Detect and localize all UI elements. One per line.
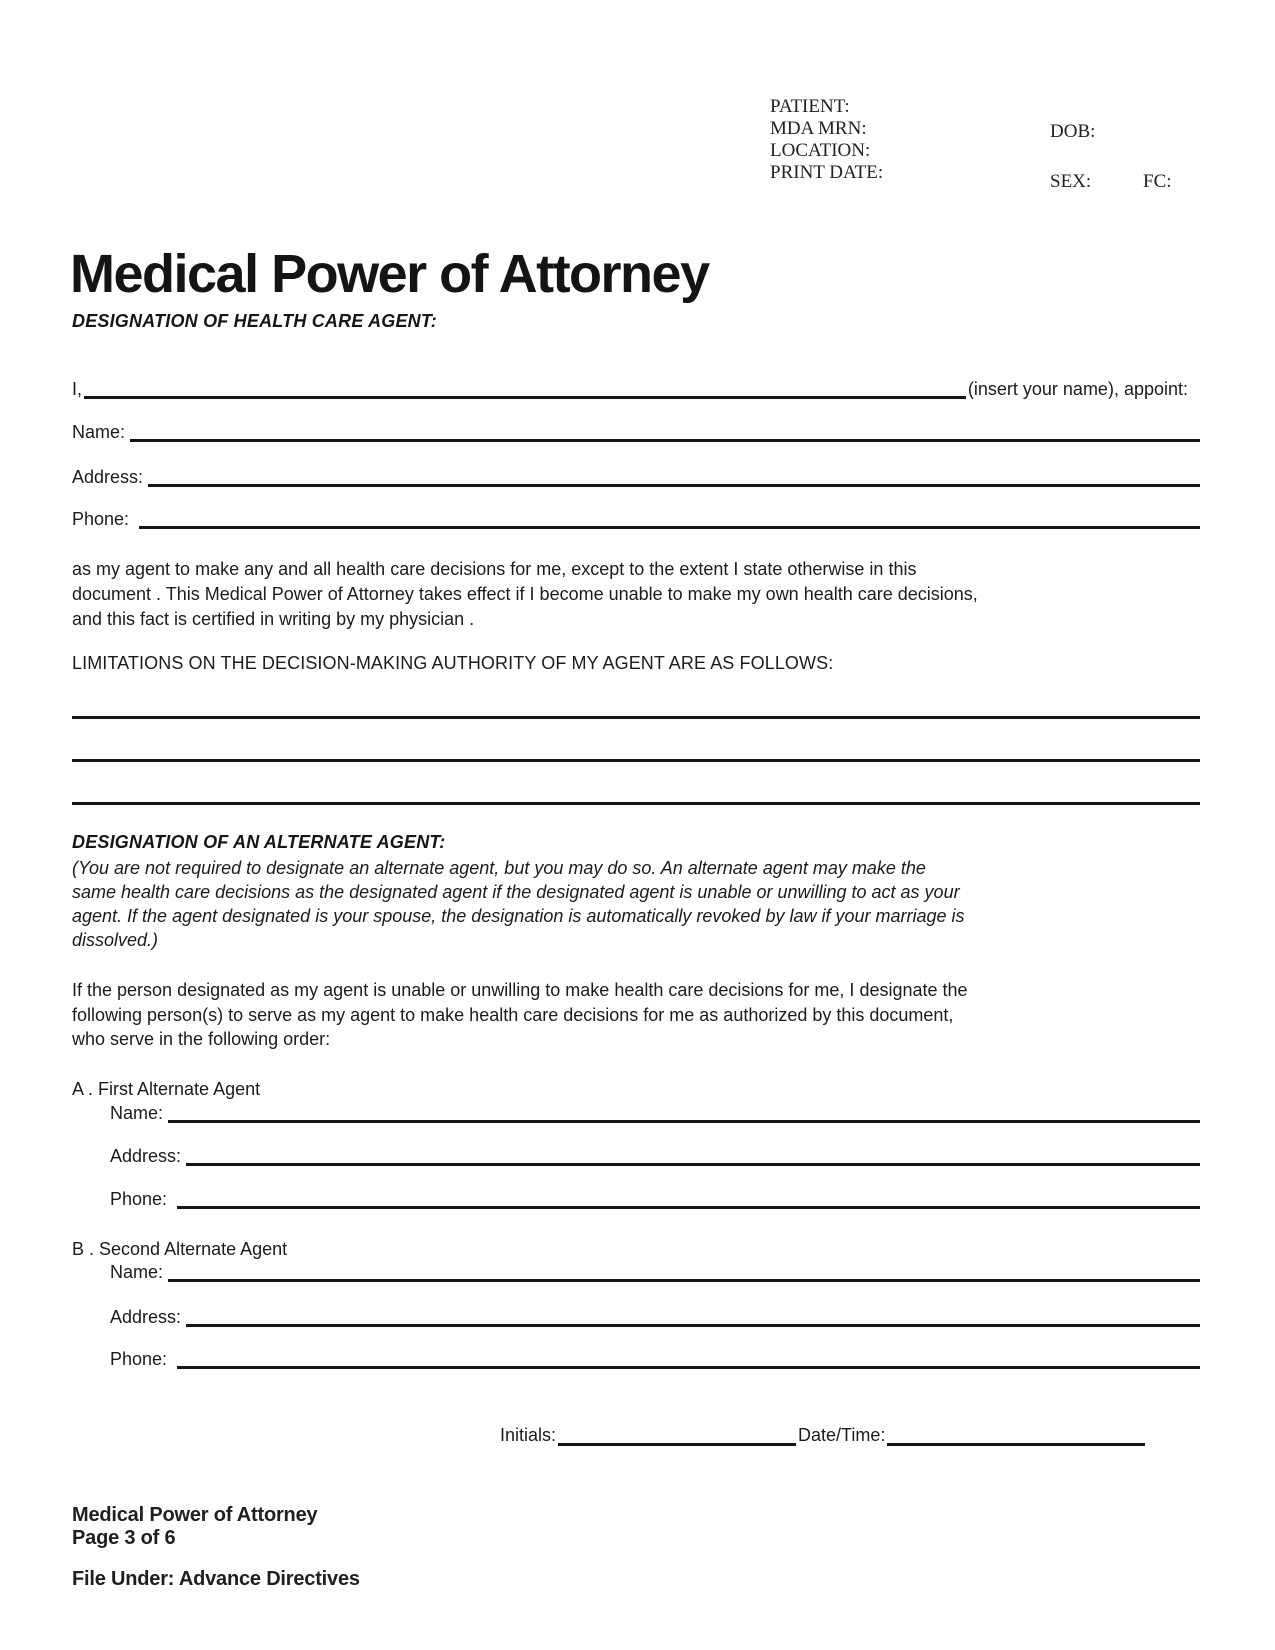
agent-phone-row [72, 509, 1200, 529]
second-alternate-address-row [110, 1307, 1200, 1327]
paragraph-line: who serve in the following order: [72, 1029, 331, 1049]
designation-agent-heading: DESIGNATION OF HEALTH CARE AGENT: [72, 311, 437, 331]
paragraph-line: document . This Medical Power of Attorney takes effect if I become unable to make my own health care decisions, [72, 584, 978, 604]
sign-off-row [500, 1425, 1145, 1446]
appoint-suffix: (insert your name), appoint: [967, 379, 1188, 399]
second-alternate-phone-label: Phone: [110, 1349, 168, 1369]
agent-address-line[interactable] [148, 467, 1200, 487]
location-label: LOCATION: [770, 140, 871, 161]
paragraph-line: following person(s) to serve as my agent to make health care decisions for me as authorized by this document, [72, 1004, 954, 1025]
footer-block [72, 1504, 317, 1550]
first-alternate-name-row [110, 1103, 1200, 1123]
datetime-line[interactable] [887, 1425, 1145, 1446]
first-alternate-heading: A . First Alternate Agent [72, 1079, 261, 1099]
datetime-label: Date/Time: [798, 1425, 886, 1445]
limitations-line-2[interactable] [72, 759, 1200, 762]
paragraph-line: as my agent to make any and all health care decisions for me, except to the extent I state otherwise in this [72, 559, 917, 579]
first-alternate-address-line[interactable] [186, 1146, 1200, 1166]
first-alternate-name-label: Name: [110, 1103, 164, 1123]
first-alternate-phone-line[interactable] [177, 1189, 1200, 1209]
paragraph-line: If the person designated as my agent is unable or unwilling to make health care decisions for me, I designate the [72, 980, 968, 1000]
footer-page-info: Page 3 of 6 [72, 1527, 176, 1549]
note-line: same health care decisions as the designated agent if the designated agent is unable or unwilling to act as your [72, 882, 960, 902]
alternate-designation-paragraph [72, 978, 968, 1052]
appoint-row [72, 379, 1188, 399]
agent-authority-paragraph [72, 557, 978, 632]
principal-name-line[interactable] [84, 379, 966, 399]
limitations-line-1[interactable] [72, 716, 1200, 719]
note-line: (You are not required to designate an alternate agent, but you may do so. An alternate agent may make the [72, 858, 926, 878]
first-alternate-phone-label: Phone: [110, 1189, 168, 1209]
agent-phone-label: Phone: [72, 509, 130, 529]
initials-label: Initials: [500, 1425, 557, 1445]
second-alternate-address-line[interactable] [186, 1307, 1200, 1327]
initials-line[interactable] [558, 1425, 796, 1446]
second-alternate-phone-row [110, 1349, 1200, 1369]
mda-mrn-label: MDA MRN: [770, 118, 867, 139]
first-alternate-address-row [110, 1146, 1200, 1166]
appoint-prefix: I, [72, 379, 83, 399]
agent-name-row [72, 422, 1200, 442]
second-alternate-phone-line[interactable] [177, 1349, 1200, 1369]
note-line: dissolved.) [72, 930, 159, 950]
first-alternate-phone-row [110, 1189, 1200, 1209]
print-date-label: PRINT DATE: [770, 162, 884, 183]
patient-meta-block [770, 96, 883, 184]
agent-address-label: Address: [72, 467, 144, 487]
page-title: Medical Power of Attorney [70, 244, 709, 304]
footer-doc-title: Medical Power of Attorney [72, 1504, 318, 1526]
agent-phone-line[interactable] [139, 509, 1200, 529]
second-alternate-address-label: Address: [110, 1307, 182, 1327]
alternate-agent-note [72, 856, 965, 952]
sex-label: SEX: [1050, 171, 1092, 192]
second-alternate-name-line[interactable] [168, 1262, 1200, 1282]
first-alternate-address-label: Address: [110, 1146, 182, 1166]
paragraph-line: and this fact is certified in writing by my physician . [72, 609, 475, 629]
agent-name-line[interactable] [130, 422, 1200, 442]
patient-label: PATIENT: [770, 96, 850, 117]
dob-label: DOB: [1050, 121, 1096, 142]
alternate-agent-heading: DESIGNATION OF AN ALTERNATE AGENT: [72, 832, 446, 852]
limitations-heading: LIMITATIONS ON THE DECISION-MAKING AUTHORITY OF MY AGENT ARE AS FOLLOWS: [72, 653, 834, 673]
second-alternate-name-row [110, 1262, 1200, 1282]
limitations-line-3[interactable] [72, 802, 1200, 805]
agent-name-label: Name: [72, 422, 126, 442]
fc-label: FC: [1143, 171, 1172, 192]
first-alternate-name-line[interactable] [168, 1103, 1200, 1123]
second-alternate-heading: B . Second Alternate Agent [72, 1239, 288, 1259]
footer-file-under: File Under: Advance Directives [72, 1568, 360, 1590]
agent-address-row [72, 467, 1200, 487]
second-alternate-name-label: Name: [110, 1262, 164, 1282]
note-line: agent. If the agent designated is your spouse, the designation is automatically revoked by law if your marriage is [72, 906, 965, 926]
